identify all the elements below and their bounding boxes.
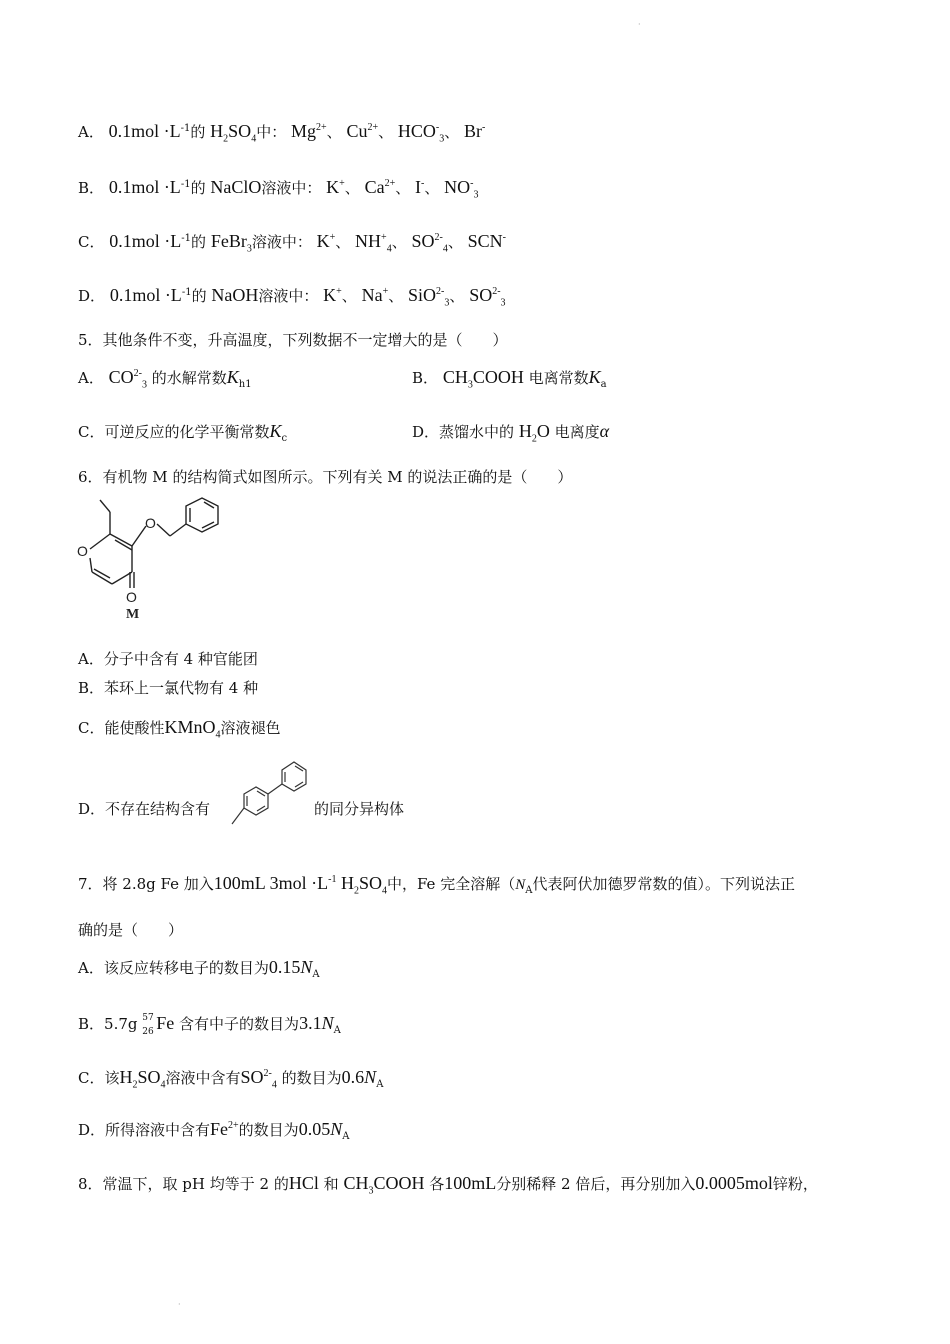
- molecule-m-structure: [72, 494, 232, 624]
- q5-option-b: B． $CH_3COOH$ 电离常数$K_a$: [412, 367, 607, 391]
- methylbiphenyl-structure: [222, 756, 312, 830]
- q6-option-a: A．分子中含有 4 种官能团: [78, 650, 258, 668]
- q6-option-d: D．不存在结构含有: [78, 800, 211, 818]
- q6-option-c: C．能使酸性KMnO$_4$溶液褪色: [78, 717, 281, 741]
- molecule-label: M: [126, 607, 140, 622]
- q5-option-d: D．蒸馏水中的 $H_2O$ 电离度α: [412, 421, 610, 445]
- q5-stem: 5．其他条件不变，升高温度，下列数据不一定增大的是（ ）: [78, 331, 508, 349]
- q7-stem: 7．将 2.8g Fe 加入100mL $3mol \cdot L^{-1}$ $H_2SO_4$中，Fe 完全溶解（$N_A$代表阿伏加德罗常数的值）。下列说法正: [78, 873, 795, 897]
- corner-dot: ·: [178, 1300, 181, 1309]
- q6-option-d-suffix: 的同分异构体: [314, 800, 405, 818]
- ring-oxygen-label: O: [77, 543, 88, 559]
- q5-option-c: C．可逆反应的化学平衡常数$K_c$: [78, 421, 288, 444]
- q6-option-b: B．苯环上一氯代物有 4 种: [78, 679, 259, 697]
- q4-option-a: A． $0.1mol \cdot L^{-1}$的 $H_2SO_4$中： $Mg^{2+}$、 $Cu^{2+}$、 $HCO^-_3$、 Br-: [78, 121, 486, 145]
- q4-option-b: B． $0.1mol \cdot L^{-1}$的 NaClO溶液中： K+、 $Ca^{2+}$、 I-、 $NO^-_3$: [78, 177, 479, 201]
- q8-stem: 8．常温下，取 pH 均等于 2 的HCl 和 $CH_3COOH$ 各100mL分别稀释 2 倍后，再分别加入0.0005mol锌粉，: [78, 1173, 818, 1197]
- q5-option-a: A． $CO^{2-}_3$ 的水解常数$K_{h1}$: [78, 367, 252, 391]
- q7-option-a: A．该反应转移电子的数目为$0.15N_A$: [78, 957, 320, 980]
- q7-option-d: D．所得溶液中含有$Fe^{2+}$的数目为$0.05N_A$: [78, 1119, 350, 1142]
- q7-option-c: C．该$H_2SO_4$溶液中含有$SO^{2-}_4$ 的数目为$0.6N_A$: [78, 1067, 384, 1091]
- q7-stem-line2: 确的是（ ）: [78, 921, 184, 939]
- q7-option-b: B．5.7g 57 26 Fe 含有中子的数目为$3.1N_A$: [78, 1013, 341, 1037]
- q6-stem: 6．有机物 M 的结构简式如图所示。下列有关 M 的说法正确的是（ ）: [78, 468, 573, 486]
- q4-option-d: D． $0.1mol \cdot L^{-1}$的 NaOH溶液中： K+、 Na+、 SiO$^{2-}_3$、 $SO^{2-}_3$: [78, 285, 506, 309]
- q4-option-c: C． $0.1mol \cdot L^{-1}$的 FeBr$_3$溶液中： K+、 $NH^+_4$、 $SO^{2-}_4$、 SCN-: [78, 231, 506, 255]
- corner-dot: ·: [638, 20, 641, 29]
- carbonyl-oxygen-label: O: [126, 589, 137, 605]
- ether-oxygen-label: O: [145, 515, 156, 531]
